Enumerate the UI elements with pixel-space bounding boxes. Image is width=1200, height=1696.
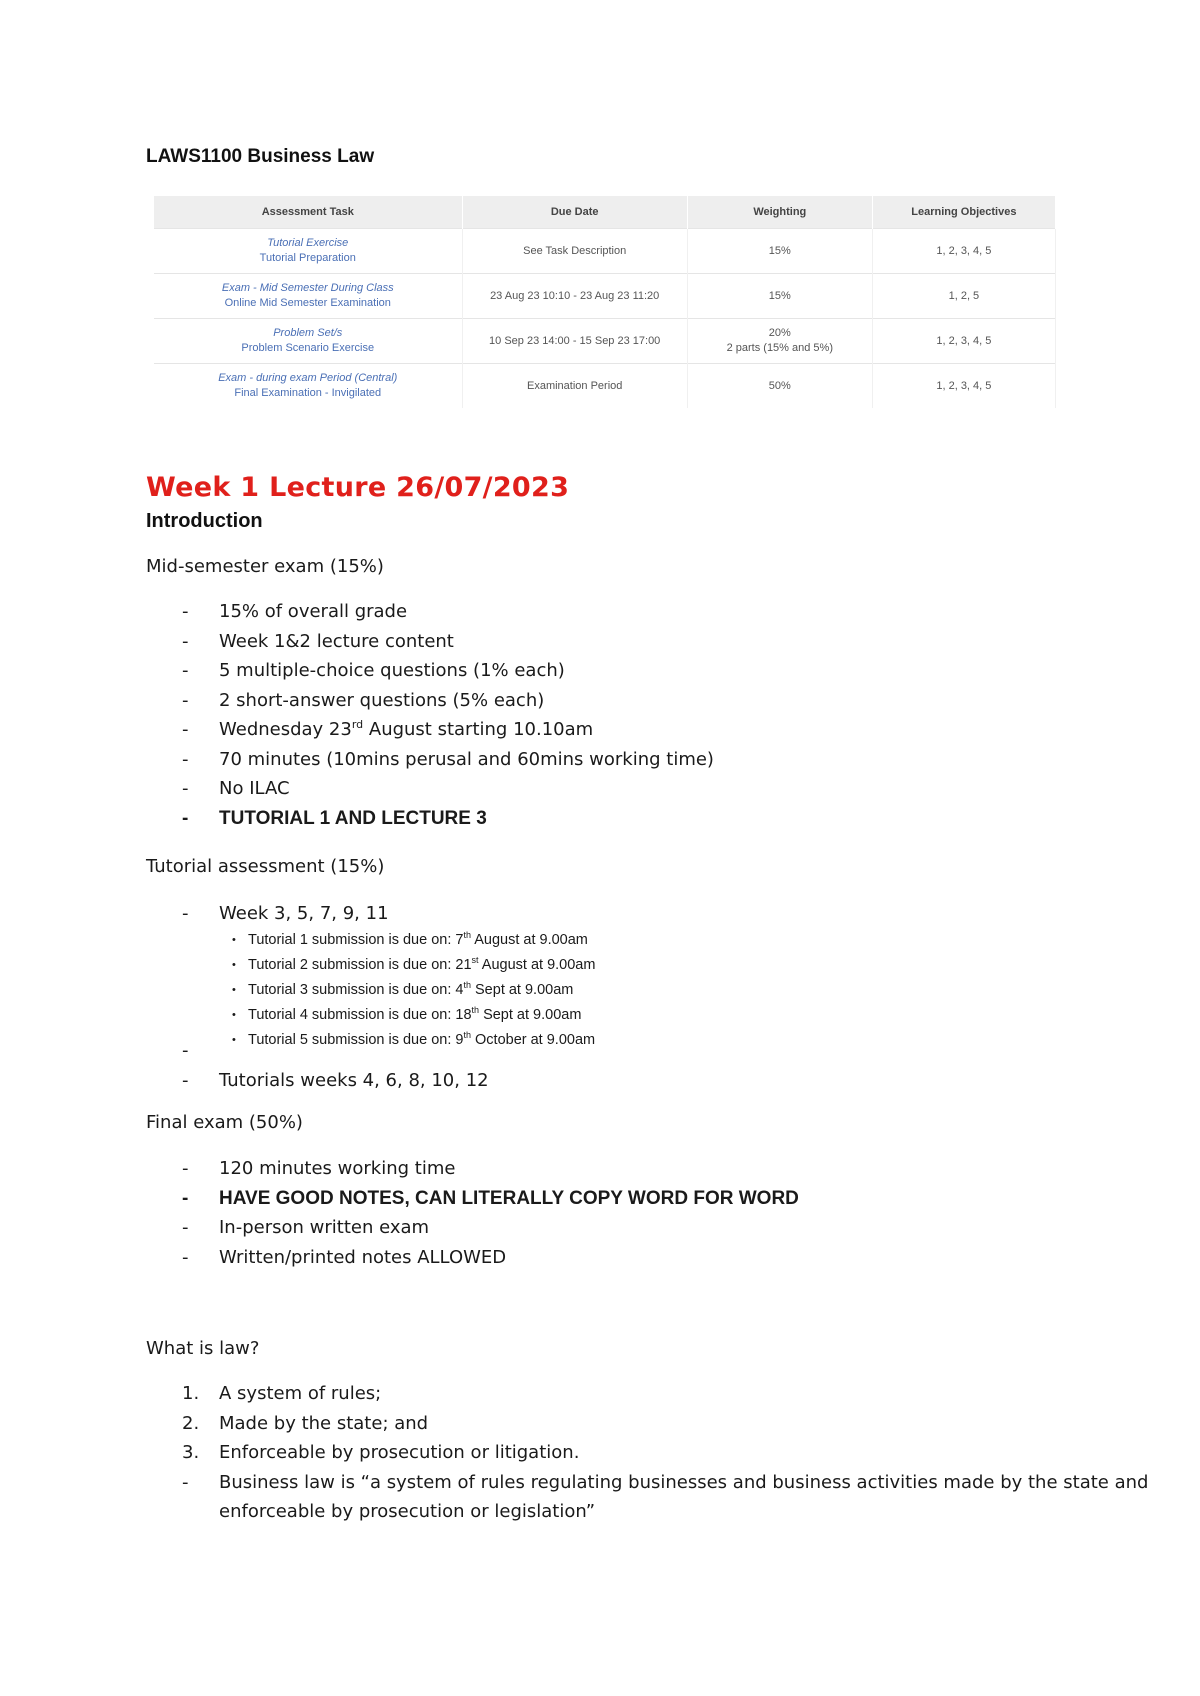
table-row bbox=[154, 229, 1056, 274]
list-item: - 70 minutes (10mins perusal and 60mins working time) bbox=[182, 748, 714, 770]
final-exam-label: Final exam (50%) bbox=[146, 1112, 303, 1133]
list-item: • Tutorial 5 submission is due on: 9th October at 9.00am bbox=[232, 1030, 596, 1048]
list-item: - Week 1&2 lecture content bbox=[182, 630, 454, 652]
weighting-value: 15% bbox=[768, 244, 791, 257]
weighting-cell bbox=[687, 319, 872, 364]
tutorial-list-continued bbox=[146, 1036, 219, 1066]
column-header: Due Date bbox=[462, 196, 687, 229]
list-item: - Written/printed notes ALLOWED bbox=[182, 1246, 507, 1268]
list-item: - In-person written exam bbox=[182, 1217, 430, 1238]
weighting-detail: 2 parts (15% and 5%) bbox=[726, 342, 833, 354]
task-cell[interactable] bbox=[154, 229, 462, 274]
list-item: - Week 3, 5, 7, 9, 11 bbox=[182, 903, 389, 924]
task-cell[interactable] bbox=[154, 364, 462, 409]
list-item: • Tutorial 4 submission is due on: 18th Sept at 9.00am bbox=[232, 1005, 582, 1023]
task-link[interactable]: Exam - during exam Period (Central) bbox=[218, 372, 398, 384]
due-date-cell: Examination Period bbox=[462, 364, 687, 409]
tutorial-weeks-list bbox=[146, 1066, 489, 1096]
midsem-list bbox=[146, 597, 714, 833]
task-subtitle: Final Examination - Invigilated bbox=[234, 387, 382, 399]
objectives-cell: 1, 2, 5 bbox=[872, 274, 1055, 319]
task-cell[interactable] bbox=[154, 319, 462, 364]
what-is-law-label: What is law? bbox=[146, 1338, 260, 1359]
list-item: - HAVE GOOD NOTES, CAN LITERALLY COPY WORD FOR WORD bbox=[182, 1187, 799, 1209]
what-is-law-list bbox=[146, 1379, 1200, 1527]
tutorial-submission-list bbox=[230, 928, 595, 1053]
list-item: - 5 multiple-choice questions (1% each) bbox=[182, 660, 565, 681]
weighting-cell bbox=[687, 274, 872, 319]
list-item: - 15% of overall grade bbox=[182, 601, 408, 622]
list-item-empty: - bbox=[182, 1040, 189, 1061]
due-date-cell: 10 Sep 23 14:00 - 15 Sep 23 17:00 bbox=[462, 319, 687, 364]
list-item: 3. Enforceable by prosecution or litigation. bbox=[182, 1442, 580, 1463]
column-header: Weighting bbox=[687, 196, 872, 229]
table-header-row bbox=[154, 196, 1056, 229]
weighting-cell bbox=[687, 229, 872, 274]
task-cell[interactable] bbox=[154, 274, 462, 319]
objectives-cell: 1, 2, 3, 4, 5 bbox=[872, 229, 1055, 274]
weighting-value: 15% bbox=[768, 289, 791, 302]
task-subtitle: Online Mid Semester Examination bbox=[224, 297, 391, 309]
final-exam-list bbox=[146, 1154, 799, 1272]
tutorial-label: Tutorial assessment (15%) bbox=[146, 856, 385, 877]
list-item: 2. Made by the state; and bbox=[182, 1412, 429, 1434]
midsem-label: Mid-semester exam (15%) bbox=[146, 556, 384, 577]
table-row bbox=[154, 274, 1056, 319]
course-title: LAWS1100 Business Law bbox=[146, 146, 375, 167]
objectives-cell: 1, 2, 3, 4, 5 bbox=[872, 319, 1055, 364]
due-date-cell: 23 Aug 23 10:10 - 23 Aug 23 11:20 bbox=[462, 274, 687, 319]
weighting-value: 50% bbox=[768, 379, 791, 392]
task-link[interactable]: Tutorial Exercise bbox=[267, 237, 349, 249]
tutorial-list bbox=[146, 899, 389, 929]
weighting-value: 20% bbox=[768, 327, 791, 339]
list-item: 1. A system of rules; bbox=[182, 1383, 382, 1404]
list-item: - Tutorials weeks 4, 6, 8, 10, 12 bbox=[182, 1070, 489, 1091]
list-item: • Tutorial 2 submission is due on: 21st August at 9.00am bbox=[232, 955, 596, 973]
task-link[interactable]: Exam - Mid Semester During Class bbox=[221, 282, 394, 294]
column-header: Learning Objectives bbox=[872, 196, 1055, 229]
list-item: • Tutorial 3 submission is due on: 4th Sept at 9.00am bbox=[232, 980, 574, 998]
list-item: - 2 short-answer questions (5% each) bbox=[182, 689, 545, 711]
week-heading: Week 1 Lecture 26/07/2023 bbox=[146, 472, 570, 503]
list-item: - 120 minutes working time bbox=[182, 1158, 456, 1179]
table-row bbox=[154, 364, 1056, 409]
column-header: Assessment Task bbox=[154, 196, 462, 229]
list-item: • Tutorial 1 submission is due on: 7th August at 9.00am bbox=[232, 930, 588, 948]
task-subtitle: Problem Scenario Exercise bbox=[241, 342, 375, 354]
weighting-cell bbox=[687, 364, 872, 409]
list-item: - TUTORIAL 1 AND LECTURE 3 bbox=[182, 807, 487, 829]
list-item: - No ILAC bbox=[182, 778, 290, 799]
due-date-cell: See Task Description bbox=[462, 229, 687, 274]
task-subtitle: Tutorial Preparation bbox=[259, 252, 356, 264]
list-item: - Business law is “a system of rules regulating businesses and business activities made by the state and enforceable by prosecution or legislation” bbox=[182, 1471, 1149, 1522]
section-heading: Introduction bbox=[146, 510, 263, 532]
assessment-table bbox=[154, 196, 1056, 408]
table-row bbox=[154, 319, 1056, 364]
list-item: - Wednesday 23rd August starting 10.10am bbox=[182, 718, 594, 740]
task-link[interactable]: Problem Set/s bbox=[273, 327, 343, 339]
objectives-cell: 1, 2, 3, 4, 5 bbox=[872, 364, 1055, 409]
